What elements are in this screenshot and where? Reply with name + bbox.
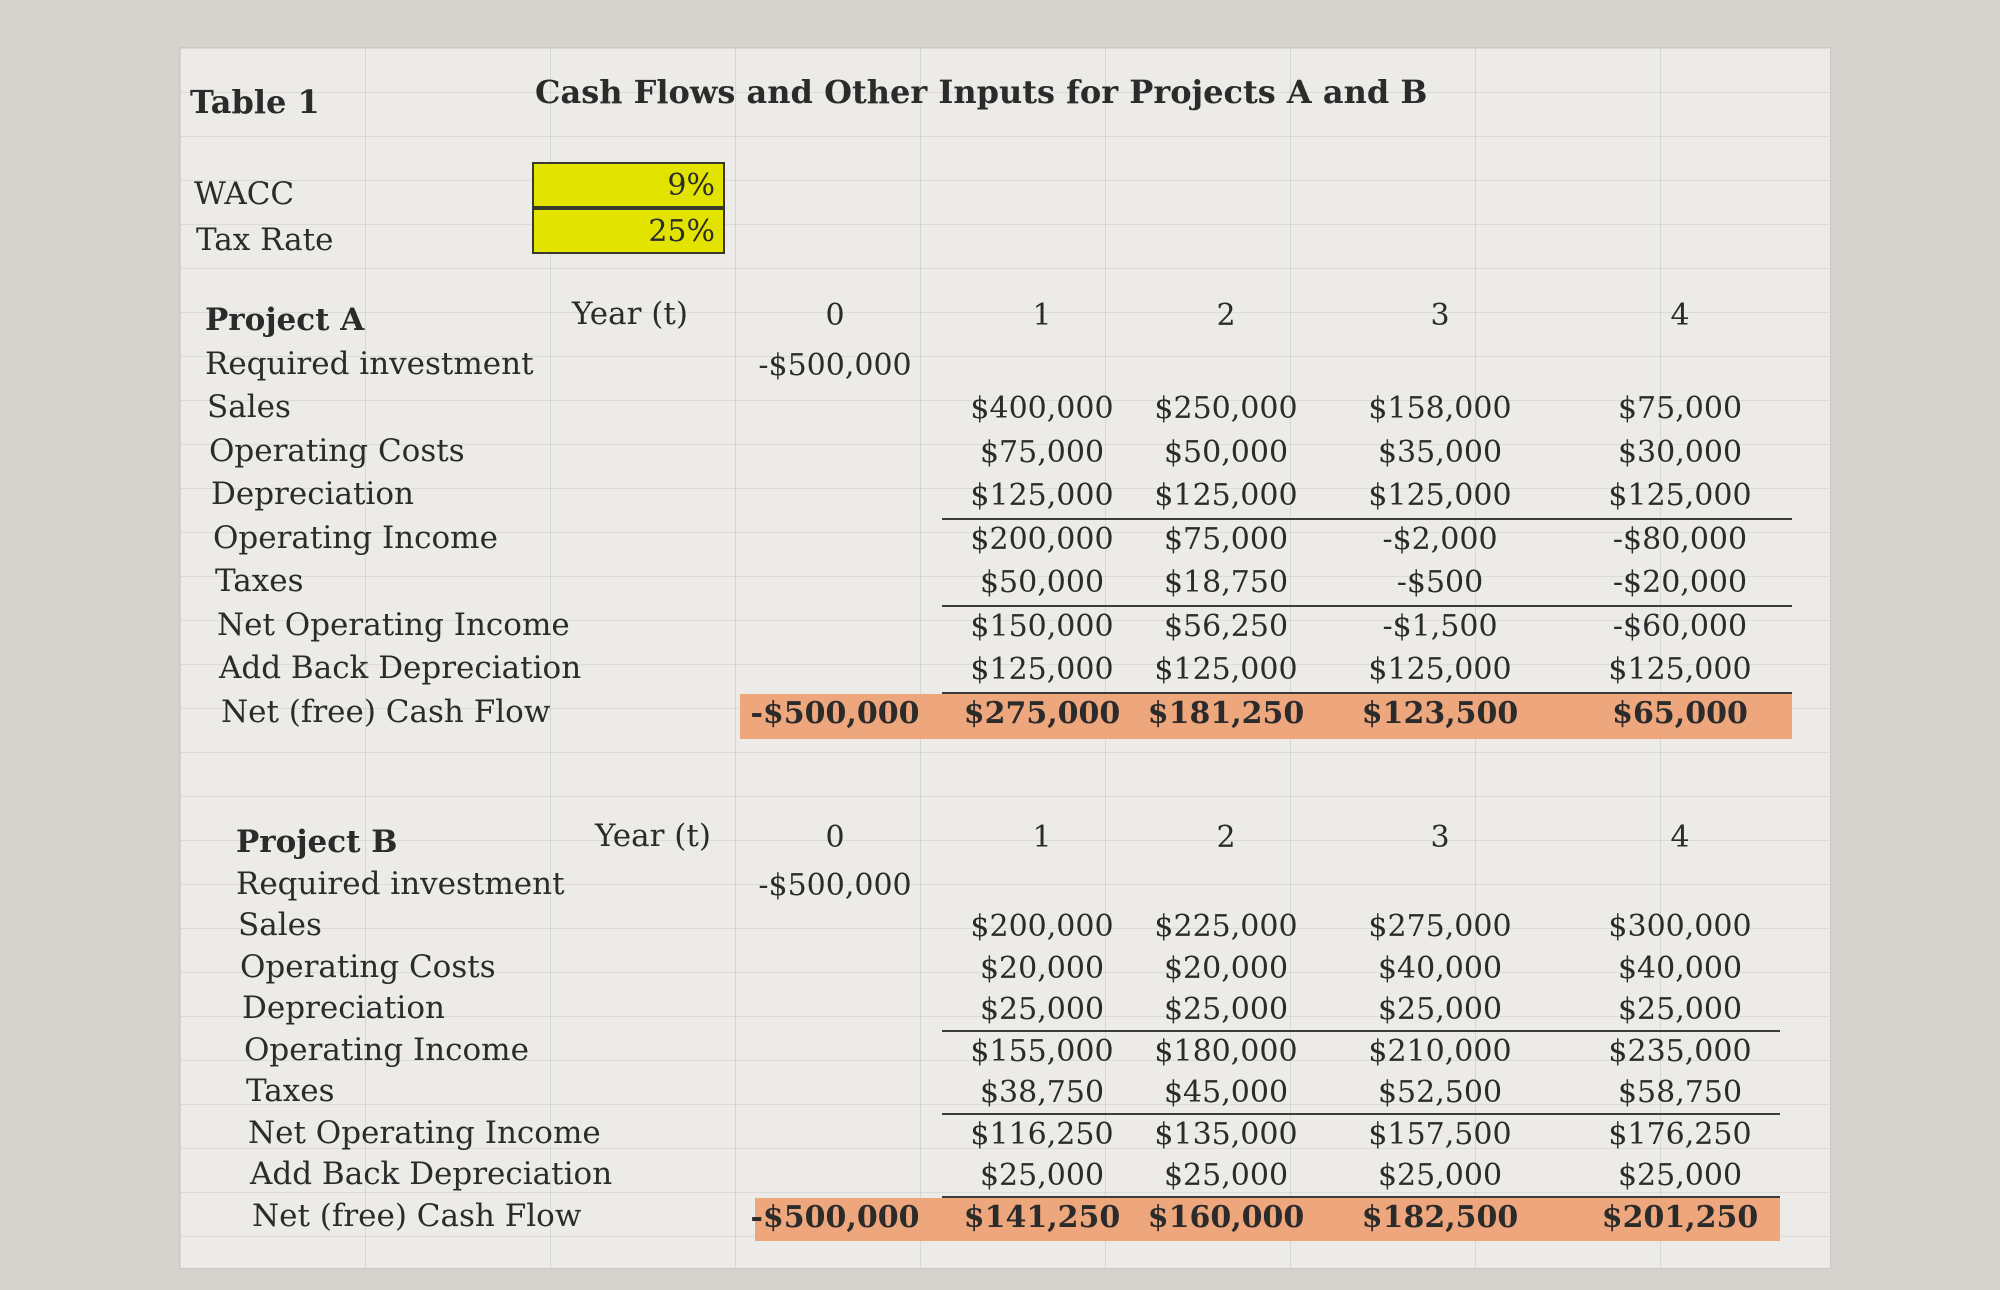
row-label: Operating Income bbox=[244, 1031, 529, 1068]
year-header: 3 bbox=[1430, 298, 1450, 333]
row-label: Add Back Depreciation bbox=[250, 1156, 613, 1192]
row-label: Operating Income bbox=[213, 519, 498, 556]
project-title: Project B bbox=[236, 824, 398, 860]
wacc-input[interactable]: 9% bbox=[532, 162, 725, 208]
cell-value: $58,750 bbox=[1617, 1075, 1743, 1110]
row-label: Depreciation bbox=[211, 476, 414, 512]
spreadsheet-sheet bbox=[180, 48, 1830, 1268]
subtotal-rule bbox=[942, 518, 1792, 520]
cell-value: $125,000 bbox=[1608, 478, 1752, 513]
cell-value: $25,000 bbox=[1377, 992, 1503, 1027]
row-label: Add Back Depreciation bbox=[219, 650, 582, 686]
row-label: Operating Costs bbox=[240, 948, 496, 985]
cell-value: -$500,000 bbox=[758, 347, 912, 383]
cell-value: $125,000 bbox=[1154, 652, 1298, 687]
cell-value: $25,000 bbox=[979, 1158, 1105, 1193]
cell-value: $45,000 bbox=[1163, 1075, 1289, 1110]
cell-value: -$2,000 bbox=[1382, 521, 1498, 557]
year-header: 0 bbox=[825, 820, 845, 855]
cell-value: $200,000 bbox=[970, 521, 1114, 557]
year-header: 1 bbox=[1032, 820, 1052, 855]
cell-value: $125,000 bbox=[970, 652, 1114, 687]
cell-value: $125,000 bbox=[1608, 652, 1752, 687]
cell-value: $38,750 bbox=[979, 1075, 1105, 1110]
cell-value: $235,000 bbox=[1608, 1033, 1752, 1069]
year-header: 2 bbox=[1216, 298, 1236, 333]
cell-value: $25,000 bbox=[979, 992, 1105, 1027]
cell-value: $275,000 bbox=[1368, 909, 1512, 944]
cell-value: $25,000 bbox=[1163, 992, 1289, 1027]
cell-value: $75,000 bbox=[1163, 521, 1289, 557]
cell-value: $200,000 bbox=[970, 909, 1114, 944]
year-header: 3 bbox=[1430, 820, 1450, 855]
cell-value: $35,000 bbox=[1377, 434, 1503, 470]
row-label: Depreciation bbox=[242, 990, 445, 1026]
cell-value: $275,000 bbox=[963, 695, 1121, 731]
year-header: 1 bbox=[1032, 298, 1052, 333]
row-label: Required investment bbox=[236, 865, 565, 902]
cell-value: $201,250 bbox=[1601, 1199, 1759, 1235]
cell-value: $225,000 bbox=[1154, 909, 1298, 944]
subtotal-rule bbox=[942, 692, 1792, 694]
cell-value: $30,000 bbox=[1617, 434, 1743, 470]
wacc-label: WACC bbox=[194, 176, 295, 212]
row-label: Net (free) Cash Flow bbox=[221, 693, 551, 730]
cell-value: $25,000 bbox=[1617, 992, 1743, 1027]
year-label: Year (t) bbox=[595, 818, 711, 854]
year-label: Year (t) bbox=[572, 296, 688, 332]
cell-value: -$1,500 bbox=[1382, 608, 1498, 644]
cell-value: $20,000 bbox=[1163, 950, 1289, 986]
row-label: Net Operating Income bbox=[217, 606, 570, 643]
cell-value: -$60,000 bbox=[1612, 608, 1748, 644]
cell-value: $176,250 bbox=[1608, 1116, 1752, 1152]
row-label: Taxes bbox=[215, 563, 304, 599]
cell-value: $180,000 bbox=[1154, 1033, 1298, 1069]
row-label: Operating Costs bbox=[209, 432, 465, 469]
row-label: Net (free) Cash Flow bbox=[252, 1197, 582, 1234]
cell-value: $150,000 bbox=[970, 608, 1114, 644]
project-title: Project A bbox=[205, 302, 365, 338]
cell-value: -$80,000 bbox=[1612, 521, 1748, 557]
cell-value: -$500,000 bbox=[758, 867, 912, 903]
subtotal-rule bbox=[942, 605, 1792, 607]
cell-value: $210,000 bbox=[1368, 1033, 1512, 1069]
cell-value: $157,500 bbox=[1368, 1116, 1512, 1152]
row-label: Sales bbox=[238, 907, 322, 943]
cell-value: $40,000 bbox=[1377, 950, 1503, 986]
cell-value: $123,500 bbox=[1361, 695, 1519, 731]
cell-value: $135,000 bbox=[1154, 1116, 1298, 1152]
cell-value: $141,250 bbox=[963, 1199, 1121, 1235]
cell-value: $40,000 bbox=[1617, 950, 1743, 986]
cell-value: $50,000 bbox=[1163, 434, 1289, 470]
cell-value: $125,000 bbox=[1368, 478, 1512, 513]
cell-value: $181,250 bbox=[1147, 695, 1305, 731]
cell-value: $160,000 bbox=[1147, 1199, 1305, 1235]
cell-value: $75,000 bbox=[979, 434, 1105, 470]
subtotal-rule bbox=[942, 1030, 1780, 1032]
cell-value: $18,750 bbox=[1163, 565, 1289, 600]
cell-value: -$500,000 bbox=[750, 695, 920, 731]
cell-value: $125,000 bbox=[970, 478, 1114, 513]
subtotal-rule bbox=[942, 1113, 1780, 1115]
cell-value: -$500,000 bbox=[750, 1199, 920, 1235]
cell-value: $56,250 bbox=[1163, 608, 1289, 644]
row-label: Sales bbox=[207, 389, 291, 425]
year-header: 4 bbox=[1670, 820, 1690, 855]
cell-value: $182,500 bbox=[1361, 1199, 1519, 1235]
cell-value: $400,000 bbox=[970, 391, 1114, 426]
cell-value: $155,000 bbox=[970, 1033, 1114, 1069]
cell-value: $20,000 bbox=[979, 950, 1105, 986]
row-label: Net Operating Income bbox=[248, 1114, 601, 1151]
table-label: Table 1 bbox=[190, 83, 320, 121]
tax-rate-input[interactable]: 25% bbox=[532, 208, 725, 254]
row-label: Taxes bbox=[246, 1073, 335, 1109]
cell-value: $300,000 bbox=[1608, 909, 1752, 944]
cell-value: $125,000 bbox=[1154, 478, 1298, 513]
cell-value: -$500 bbox=[1396, 565, 1484, 600]
subtotal-rule bbox=[942, 1196, 1780, 1198]
cell-value: $250,000 bbox=[1154, 391, 1298, 426]
year-header: 2 bbox=[1216, 820, 1236, 855]
cell-value: $116,250 bbox=[970, 1116, 1114, 1152]
cell-value: $50,000 bbox=[979, 565, 1105, 600]
cell-value: $25,000 bbox=[1617, 1158, 1743, 1193]
cell-value: $65,000 bbox=[1612, 695, 1748, 731]
cell-value: $75,000 bbox=[1617, 391, 1743, 426]
year-header: 4 bbox=[1670, 298, 1690, 333]
row-label: Required investment bbox=[205, 345, 534, 382]
cell-value: $25,000 bbox=[1377, 1158, 1503, 1193]
table-title: Cash Flows and Other Inputs for Projects A and B bbox=[535, 73, 1428, 111]
year-header: 0 bbox=[825, 298, 845, 333]
tax-rate-label: Tax Rate bbox=[196, 222, 334, 258]
cell-value: -$20,000 bbox=[1612, 565, 1748, 600]
cell-value: $125,000 bbox=[1368, 652, 1512, 687]
cell-value: $25,000 bbox=[1163, 1158, 1289, 1193]
cell-value: $52,500 bbox=[1377, 1075, 1503, 1110]
cell-value: $158,000 bbox=[1368, 391, 1512, 426]
